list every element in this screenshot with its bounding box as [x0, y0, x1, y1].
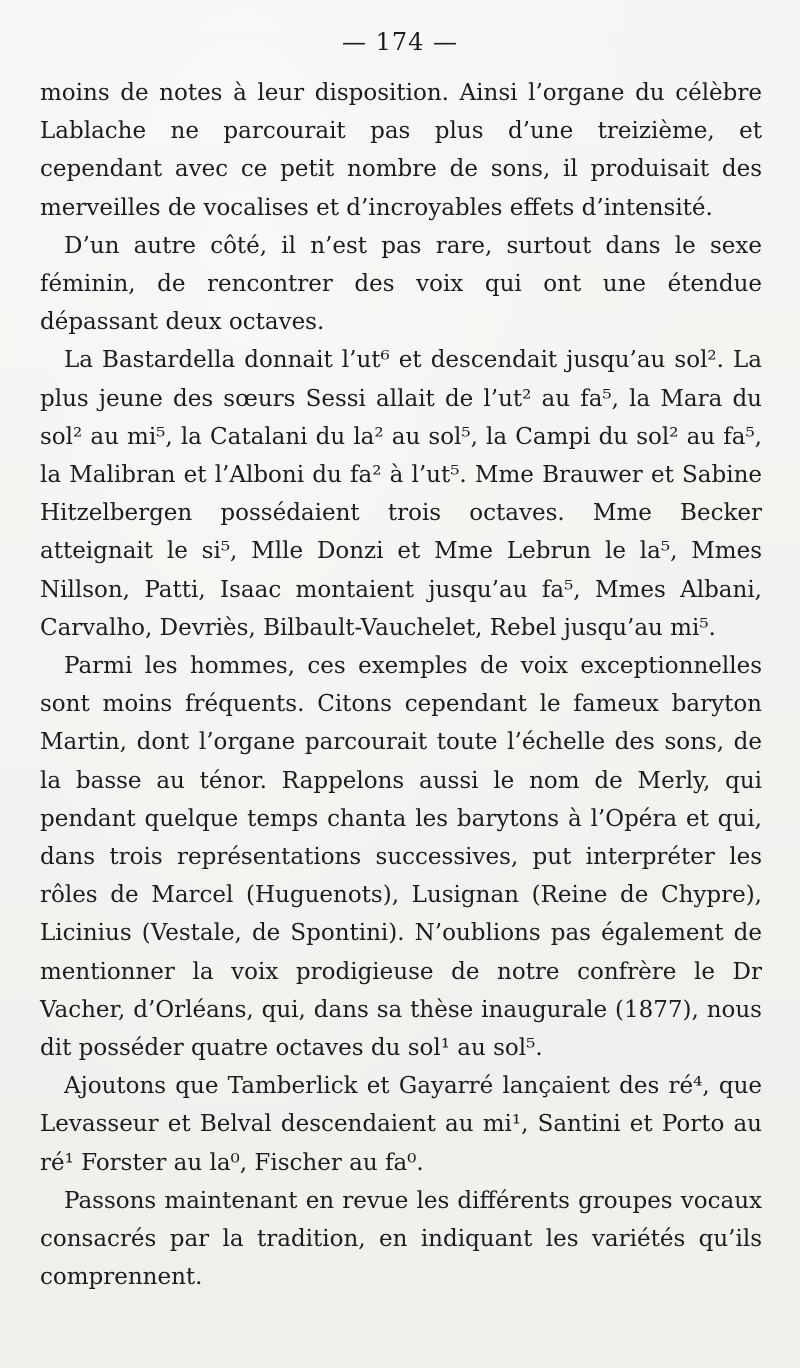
paragraph-2: D’un autre côté, il n’est pas rare, surtout dans le sexe féminin, de rencontrer des voix qui ont une étendue dépassant deux octaves. — [40, 232, 762, 336]
paragraph-4: Parmi les hommes, ces exemples de voix exceptionnelles sont moins fréquents. Citons cependant le fameux baryton Martin, dont l’organe parcourait toute l’échelle des sons, de la basse au ténor. Rappelons aussi le nom de Merly, qui pendant quelque temps chanta les barytons à l’Opéra et qui, dans trois représentations successives, put interpréter les rôles de Marcel (Huguenots), Lusignan (Reine de Chypre), Licinius (Vestale, de Spontini). N’oublions pas également de mentionner la voix prodigieuse de notre confrère le Dr Vacher, d’Orléans, qui, dans sa thèse inaugurale (1877), nous dit posséder quatre octaves du sol¹ au sol⁵. — [40, 653, 762, 1062]
body-text — [40, 74, 762, 1297]
paragraph-3: La Bastardella donnait l’ut⁶ et descendait jusqu’au sol². La plus jeune des sœurs Sessi allait de l’ut² au fa⁵, la Mara du sol² au mi⁵, la Catalani du la² au sol⁵, la Campi du sol² au fa⁵, la Malibran et l’Alboni du fa² à l’ut⁵. Mme Brauwer et Sabine Hitzelbergen possédaient trois octaves. Mme Becker atteignait le si⁵, Mlle Donzi et Mme Lebrun le la⁵, Mmes Nillson, Patti, Isaac montaient jusqu’au fa⁵, Mmes Albani, Carvalho, Devriès, Bilbault-Vauchelet, Rebel jusqu’au mi⁵. — [40, 347, 762, 641]
paragraph-1: moins de notes à leur disposition. Ainsi l’organe du célèbre Lablache ne parcourait pas plus d’une treizième, et cependant avec ce petit nombre de sons, il produisait des merveilles de vocalises et d’incroyables effets d’intensité. — [40, 80, 762, 221]
paragraph-5: Ajoutons que Tamberlick et Gayarré lançaient des ré⁴, que Levasseur et Belval descendaient au mi¹, Santini et Porto au ré¹ Forster au la⁰, Fischer au fa⁰. — [40, 1073, 762, 1176]
page-number: — 174 — — [341, 28, 459, 56]
paragraph-6: Passons maintenant en revue les différents groupes vocaux consacrés par la tradition, en indiquant les variétés qu’ils comprennent. — [40, 1187, 762, 1291]
